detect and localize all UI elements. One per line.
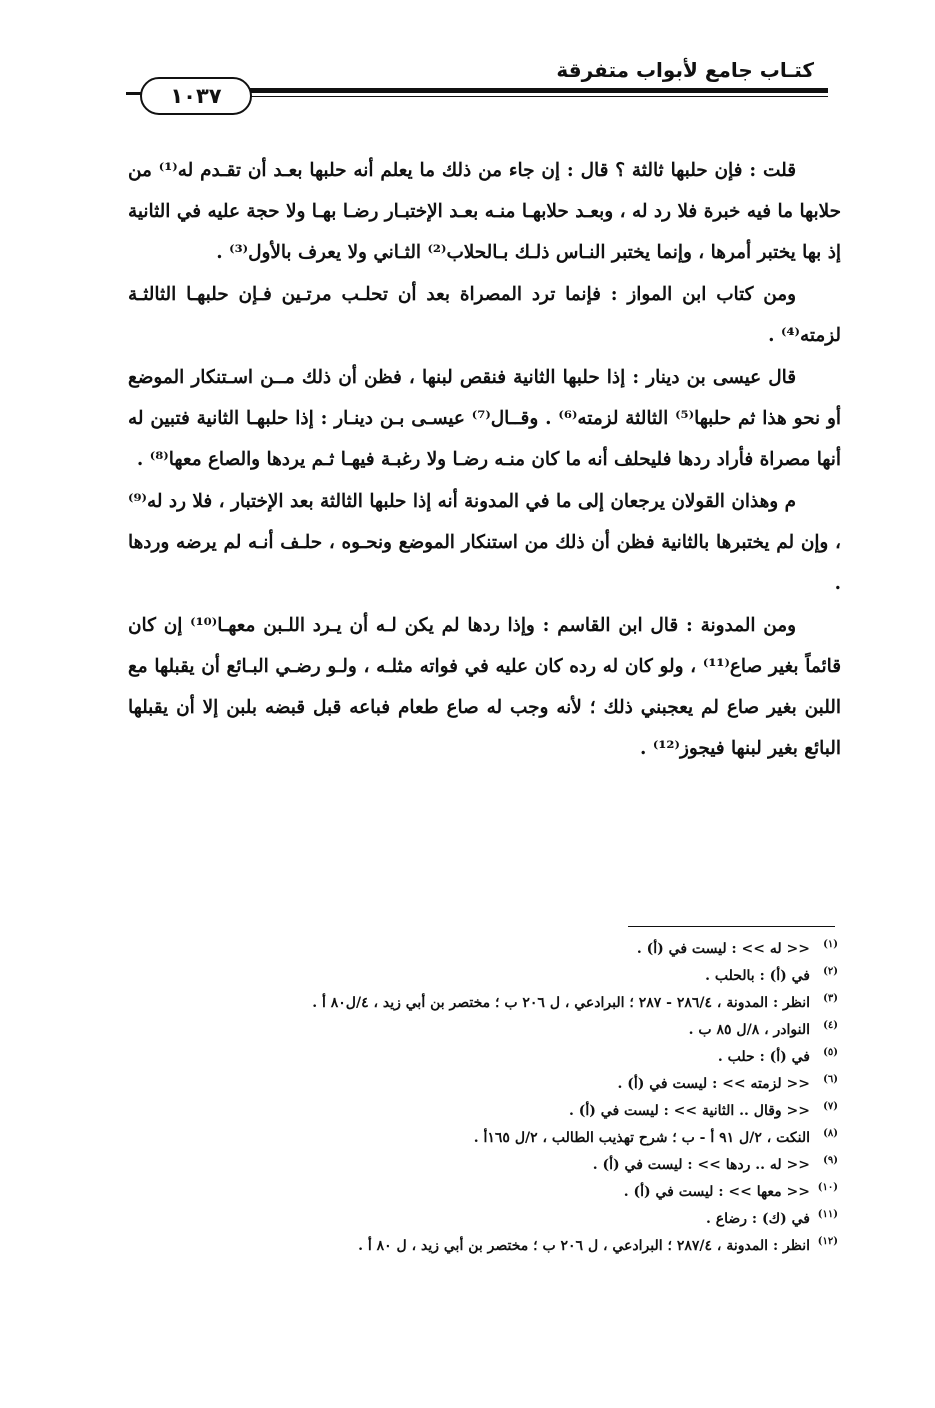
footnote-separator xyxy=(628,926,835,927)
footnote xyxy=(150,1071,838,1098)
paragraph: ومن كتاب ابن المواز : فإنما ترد المصراة بعد أن تحلـب مرتـين فـإن حلبهـا الثالثـة لزمته⁽⁴⁾ . xyxy=(128,284,841,346)
paragraph: ومن المدونة : قال ابن القاسم : وإذا ردها لم يكن لـه أن يـرد اللـبن معهـا⁽¹⁰⁾ إن كان قائماً بغير صاع⁽¹¹⁾ ، ولو كان له رده كان عليه في فواته مثلـه ، ولـو رضـي البـائع أن يقبلها مع اللبن بغير صاع لم يعجبني ذلك ؛ لأنه وجب له صاع طعام فباعه قبل قبضه بلبن إلا أن يقبلها البائع بغير لبنها فيجوز⁽¹²⁾ . xyxy=(128,615,841,759)
footnote-number: (٦) xyxy=(823,1074,838,1085)
footnote-number: (٤) xyxy=(823,1020,838,1031)
footnote xyxy=(150,1125,838,1152)
footnote-text: في (ك) : رضاع . xyxy=(706,1211,810,1227)
footnote-number: (٧) xyxy=(823,1101,838,1112)
footnote-text: << لزمته >> : ليست في (أ) . xyxy=(617,1076,810,1092)
footnote-number: (٨) xyxy=(823,1128,838,1139)
footnote xyxy=(150,936,838,963)
footnote-text: النوادر ، ٨/ل ٨٥ ب . xyxy=(688,1022,810,1038)
paragraph: قال عيسى بن دينار : إذا حلبها الثانية فنقص لبنها ، فظن أن ذلك مــن اسـتنكار الموضع أو نحو هذا ثم حلبها⁽⁵⁾ الثالثة لزمته⁽⁶⁾ . وقــال⁽⁷⁾ عيسـى بـن دينـار : إذا حلبهـا الثانية فتبين له أنها مصراة فأراد ردها فليحلف أنه ما كان منـه رضـا ولا رغبـة فيهـا ثـم يردها والصاع معها⁽⁸⁾ . xyxy=(128,367,841,470)
footnote xyxy=(150,1017,838,1044)
page-header xyxy=(118,52,828,112)
footnote xyxy=(150,1206,838,1233)
header-rule-thin xyxy=(228,96,828,97)
footnote-number: (٩) xyxy=(823,1155,838,1166)
footnote xyxy=(150,1098,838,1125)
footnotes xyxy=(150,936,838,1260)
footnote xyxy=(150,1233,838,1260)
footnote-text: << له .. ردها >> : ليست في (أ) . xyxy=(592,1157,810,1173)
footnote xyxy=(150,1044,838,1071)
footnote xyxy=(150,1179,838,1206)
footnote-number: (١١) xyxy=(817,1209,838,1220)
footnote-text: انظر : المدونة ، ٢٨٧/٤ ؛ البرادعي ، ل ٢٠٦ ب ؛ مختصر بن أبي زيد ، ل ٨٠ أ . xyxy=(358,1238,810,1254)
paragraph: قلت : فإن حلبها ثالثة ؟ قال : إن جاء من ذلك ما يعلم أنه حلبها بعـد أن تقـدم له⁽¹⁾ من حلابها ما فيه خبرة فلا رد له ، وبعـد حلابهـا منـه بعـد الإختبـار رضـا بهـا ولا حجة عليه في الثانية إذ بها يختبر أمرها ، وإنما يختبر النـاس ذلـك بـالحلاب⁽²⁾ الثـاني ولا يعرف بالأول⁽³⁾ . xyxy=(128,160,841,263)
footnote-number: (٣) xyxy=(823,993,838,1004)
footnote-number: (١٠) xyxy=(817,1182,838,1193)
paragraph: م وهذان القولان يرجعان إلى ما في المدونة أنه إذا حلبها الثالثة بعد الإختبار ، فلا رد له⁽⁹⁾ ، وإن لم يختبرها بالثانية فظن أن ذلك من استنكار الموضع ونحـوه ، حلـف أنـه لم يرضه وردها . xyxy=(128,491,841,594)
footnote-text: في (أ) : بالحلب . xyxy=(705,968,810,984)
footnote-text: << معها >> : ليست في (أ) . xyxy=(623,1184,810,1200)
footnote-text: في (أ) : حلب . xyxy=(717,1049,810,1065)
footnote-text: << وقال .. الثانية >> : ليست في (أ) . xyxy=(569,1103,810,1119)
footnote-text: انظر : المدونة ، ٢٨٦/٤ - ٢٨٧ ؛ البرادعي ، ل ٢٠٦ ب ؛ مختصر بن أبي زيد ، ٤/ل٨٠ أ . xyxy=(312,995,810,1011)
footnote xyxy=(150,990,838,1017)
footnote-text: النكت ، ٢/ل ٩١ أ - ب ؛ شرح تهذيب الطالب ، ٢/ل ١٦٥أ . xyxy=(473,1130,810,1146)
page-number: ١٠٣٧ xyxy=(140,77,252,115)
footnote xyxy=(150,1152,838,1179)
header-rule-thick xyxy=(228,88,828,93)
footnote-text: << له >> : ليست في (أ) . xyxy=(636,941,810,957)
footnote-number: (١٢) xyxy=(817,1236,838,1247)
main-text xyxy=(128,150,841,769)
book-title: كتـاب جامع لأبواب متفرقة xyxy=(556,58,814,82)
footnote-number: (١) xyxy=(823,939,838,950)
footnote-number: (٢) xyxy=(823,966,838,977)
footnote-number: (٥) xyxy=(823,1047,838,1058)
footnote xyxy=(150,963,838,990)
